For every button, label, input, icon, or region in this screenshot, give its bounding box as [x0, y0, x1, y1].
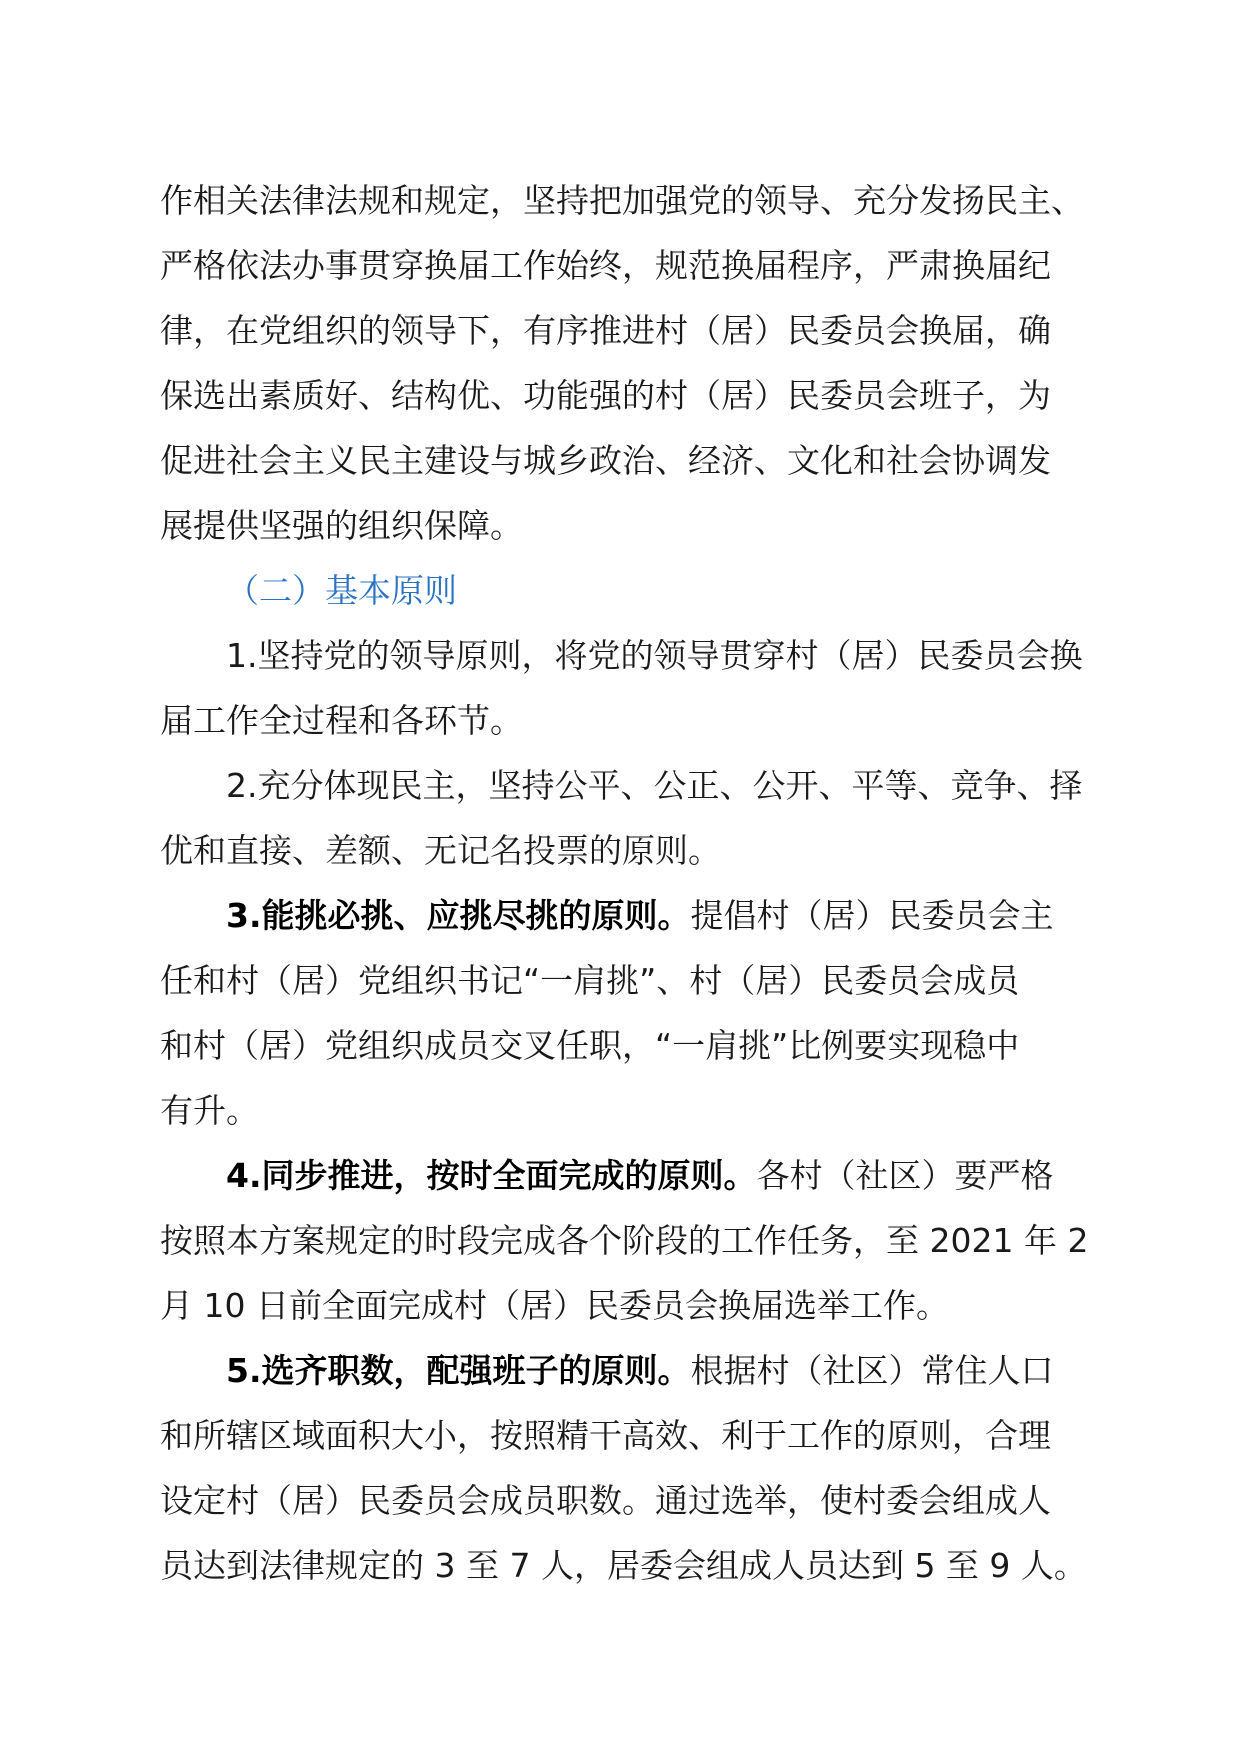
principle-2-paragraph: [160, 753, 1090, 883]
text-line: [160, 1338, 1090, 1403]
principle-1-paragraph: [160, 623, 1090, 753]
principle-3-paragraph: [160, 883, 1090, 1143]
text-line: 有升。: [160, 1091, 259, 1130]
text-line: [160, 1143, 1090, 1208]
principle-3-title: 3.能挑必挑、应挑尽挑的原则。: [226, 896, 691, 935]
text-line: 和所辖区域面积大小，按照精干高效、利于工作的原则，合理: [160, 1416, 1051, 1455]
text-line: 严格依法办事贯穿换届工作始终，规范换届程序，严肃换届纪: [160, 246, 1051, 285]
section-heading: （二）基本原则: [226, 571, 457, 610]
principle-4-paragraph: [160, 1143, 1090, 1338]
text-line: 任和村（居）党组织书记“一肩挑”、村（居）民委员会成员: [160, 961, 1020, 1000]
text-line: 届工作全过程和各环节。: [160, 701, 523, 740]
text-line: [160, 883, 1090, 948]
intro-paragraph: [160, 168, 1090, 558]
principle-4-text: 各村（社区）要严格: [756, 1156, 1054, 1195]
text-line: 2.充分体现民主，坚持公平、公正、公开、平等、竞争、择: [226, 766, 1083, 805]
document-page: [160, 168, 1090, 1598]
text-line: 促进社会主义民主建设与城乡政治、经济、文化和社会协调发: [160, 441, 1051, 480]
principle-4-title: 4.同步推进，按时全面完成的原则。: [226, 1156, 757, 1195]
text-line: 优和直接、差额、无记名投票的原则。: [160, 831, 721, 870]
principle-5-text: 根据村（社区）常住人口: [690, 1351, 1054, 1390]
principle-5-paragraph: [160, 1338, 1090, 1598]
text-line: 1.坚持党的领导原则，将党的领导贯穿村（居）民委员会换: [226, 636, 1083, 675]
text-line: 展提供坚强的组织保障。: [160, 506, 523, 545]
principle-5-title: 5.选齐职数，配强班子的原则。: [226, 1351, 691, 1390]
text-line: 保选出素质好、结构优、功能强的村（居）民委员会班子，为: [160, 376, 1051, 415]
principle-3-text: 提倡村（居）民委员会主: [690, 896, 1054, 935]
text-line: 作相关法律法规和规定，坚持把加强党的领导、充分发扬民主、: [160, 181, 1084, 220]
text-line: 员达到法律规定的 3 至 7 人，居委会组成人员达到 5 至 9 人。: [160, 1546, 1087, 1585]
text-line: 设定村（居）民委员会成员职数。通过选举，使村委会组成人: [160, 1481, 1051, 1520]
text-line: 月 10 日前全面完成村（居）民委员会换届选举工作。: [160, 1286, 949, 1325]
text-line: 按照本方案规定的时段完成各个阶段的工作任务，至 2021 年 2: [160, 1221, 1089, 1260]
text-line: 和村（居）党组织成员交叉任职，“一肩挑”比例要实现稳中: [160, 1026, 1020, 1065]
text-line: 律，在党组织的领导下，有序推进村（居）民委员会换届，确: [160, 311, 1051, 350]
